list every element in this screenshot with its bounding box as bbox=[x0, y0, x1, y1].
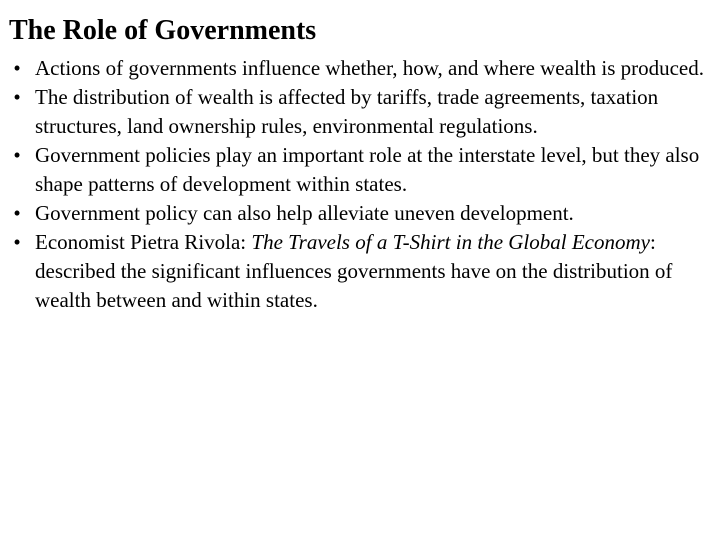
bullet-text-suffix: : described the significant influences governments have on the distribution of wealth between and within states. bbox=[35, 230, 673, 312]
bullet-text: The distribution of wealth is affected by tariffs, trade agreements, taxation structures, land ownership rules, environmental regulations. bbox=[35, 85, 659, 138]
bullet-text: Government policy can also help alleviate uneven development. bbox=[35, 201, 574, 225]
bullet-item-1 bbox=[0, 54, 712, 83]
bullet-item-3 bbox=[0, 141, 712, 199]
bullet-item-5 bbox=[0, 228, 712, 315]
bullet-text: Government policies play an important role at the interstate level, but they also shape patterns of development within states. bbox=[35, 143, 700, 196]
bullet-text-prefix: Economist Pietra Rivola: bbox=[35, 230, 252, 254]
book-title: The Travels of a T-Shirt in the Global Economy bbox=[251, 230, 650, 254]
bullet-icon: • bbox=[13, 85, 21, 109]
bullet-icon: • bbox=[13, 143, 21, 167]
slide-title: The Role of Governments bbox=[9, 15, 317, 46]
bullet-text: Actions of governments influence whether, how, and where wealth is produced. bbox=[35, 56, 705, 80]
bullet-item-4 bbox=[0, 199, 712, 228]
bullet-list bbox=[0, 54, 712, 315]
bullet-icon: • bbox=[13, 201, 21, 225]
bullet-item-2 bbox=[0, 83, 712, 141]
bullet-icon: • bbox=[13, 230, 21, 254]
bullet-icon: • bbox=[13, 56, 21, 80]
